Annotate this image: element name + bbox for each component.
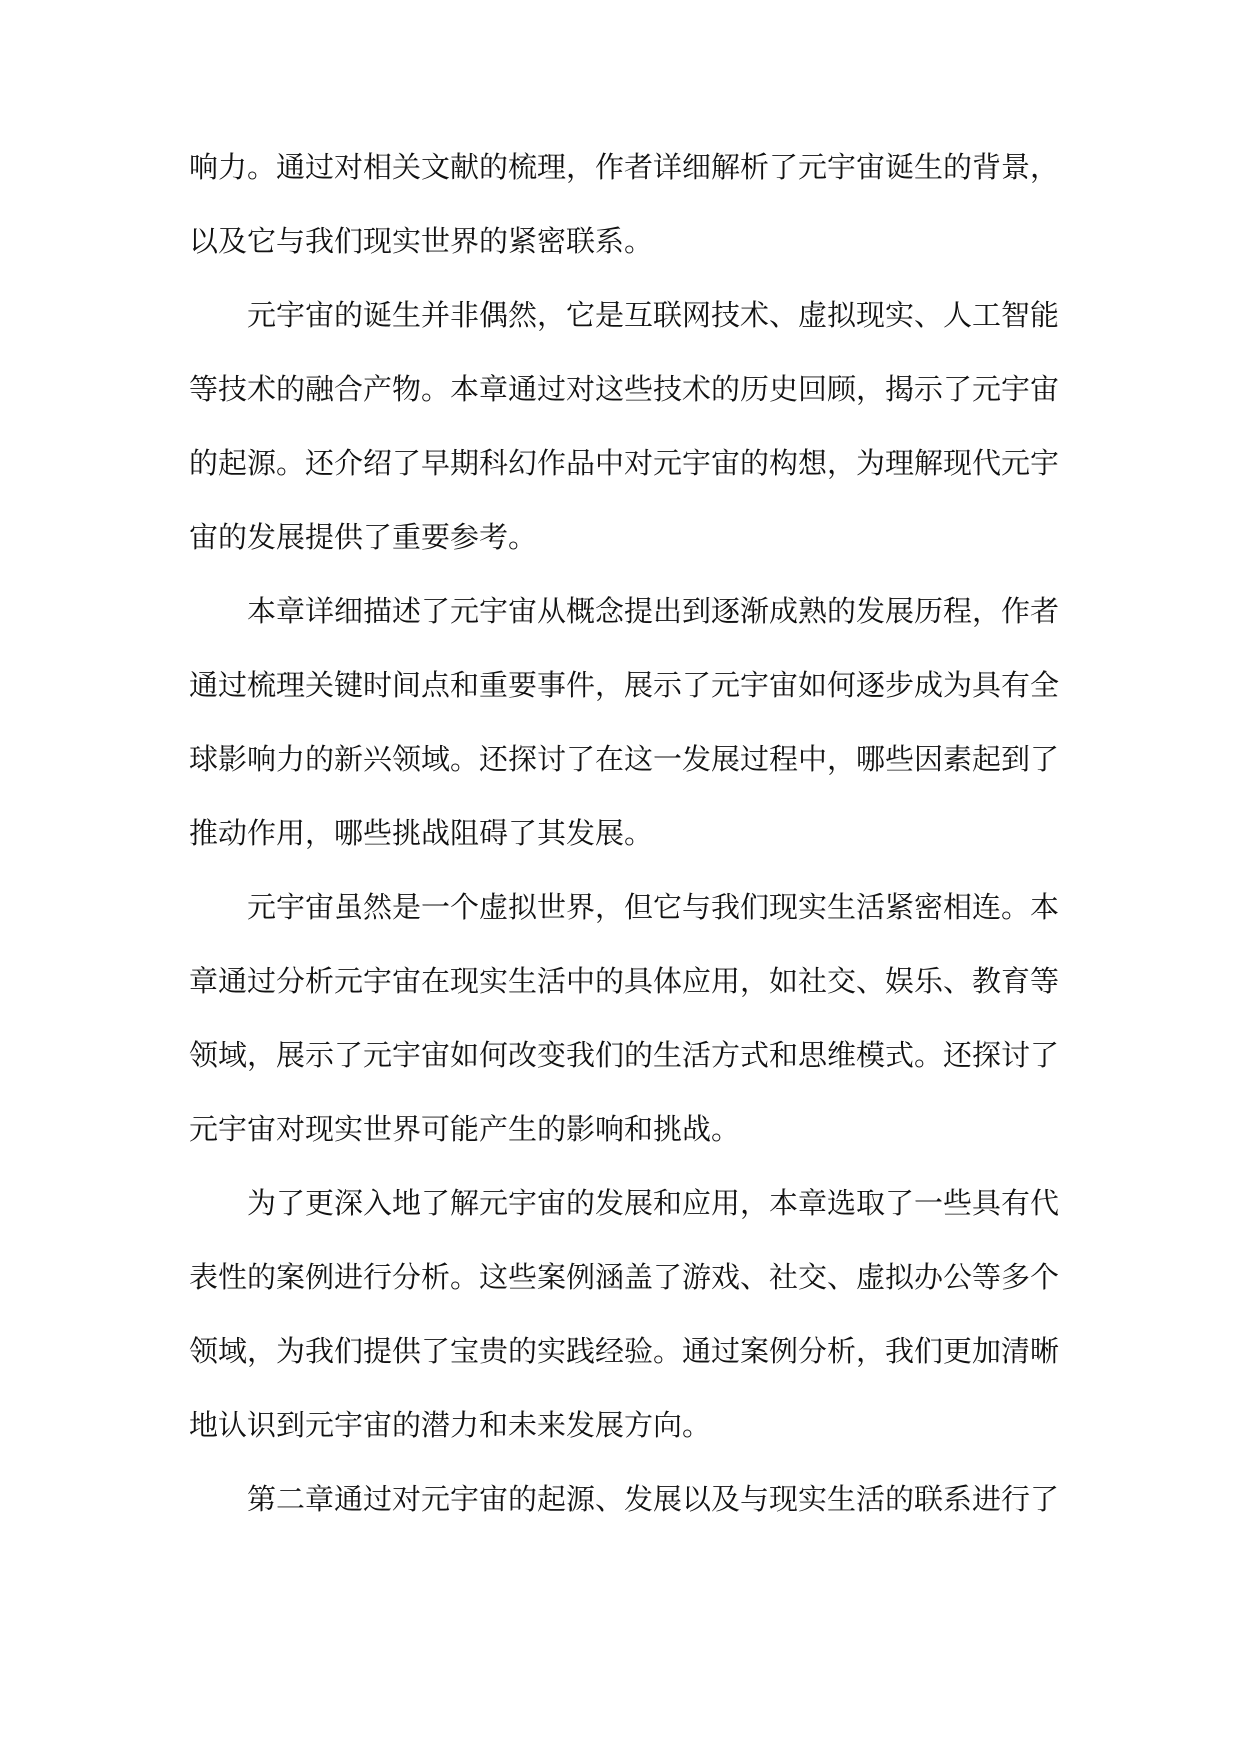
paragraph-1: [189, 130, 1060, 278]
text-line: 表性的案例进行分析。这些案例涵盖了游戏、社交、虚拟办公等多个: [189, 1260, 1060, 1294]
text-line: 以及它与我们现实世界的紧密联系。: [189, 224, 654, 258]
text-line: 等技术的融合产物。本章通过对这些技术的历史回顾，揭示了元宇宙: [189, 372, 1060, 406]
text-line: 宙的发展提供了重要参考。: [189, 520, 538, 554]
text-line: 元宇宙的诞生并非偶然，它是互联网技术、虚拟现实、人工智能: [247, 298, 1060, 332]
text-line: 本章详细描述了元宇宙从概念提出到逐渐成熟的发展历程，作者: [247, 594, 1060, 628]
text-line: 球影响力的新兴领域。还探讨了在这一发展过程中，哪些因素起到了: [189, 742, 1060, 776]
paragraph-2: [189, 278, 1060, 574]
text-line: 通过梳理关键时间点和重要事件，展示了元宇宙如何逐步成为具有全: [189, 668, 1060, 702]
text-line: 领域，展示了元宇宙如何改变我们的生活方式和思维模式。还探讨了: [189, 1038, 1060, 1072]
paragraph-4: [189, 870, 1060, 1166]
text-line: 元宇宙对现实世界可能产生的影响和挑战。: [189, 1112, 741, 1146]
text-line: 领域，为我们提供了宝贵的实践经验。通过案例分析，我们更加清晰: [189, 1334, 1060, 1368]
paragraph-6: [189, 1462, 1060, 1536]
text-line: 地认识到元宇宙的潜力和未来发展方向。: [189, 1408, 712, 1442]
text-line: 响力。通过对相关文献的梳理，作者详细解析了元宇宙诞生的背景，: [189, 150, 1060, 184]
text-line: 的起源。还介绍了早期科幻作品中对元宇宙的构想，为理解现代元宇: [189, 446, 1060, 480]
text-line: 推动作用，哪些挑战阻碍了其发展。: [189, 816, 654, 850]
text-line: 章通过分析元宇宙在现实生活中的具体应用，如社交、娱乐、教育等: [189, 964, 1060, 998]
paragraph-3: [189, 574, 1060, 870]
text-line: 元宇宙虽然是一个虚拟世界，但它与我们现实生活紧密相连。本: [247, 890, 1060, 924]
document-body: [189, 130, 1060, 1536]
text-line: 第二章通过对元宇宙的起源、发展以及与现实生活的联系进行了: [247, 1482, 1060, 1516]
text-line: 为了更深入地了解元宇宙的发展和应用，本章选取了一些具有代: [247, 1186, 1060, 1220]
paragraph-5: [189, 1166, 1060, 1462]
